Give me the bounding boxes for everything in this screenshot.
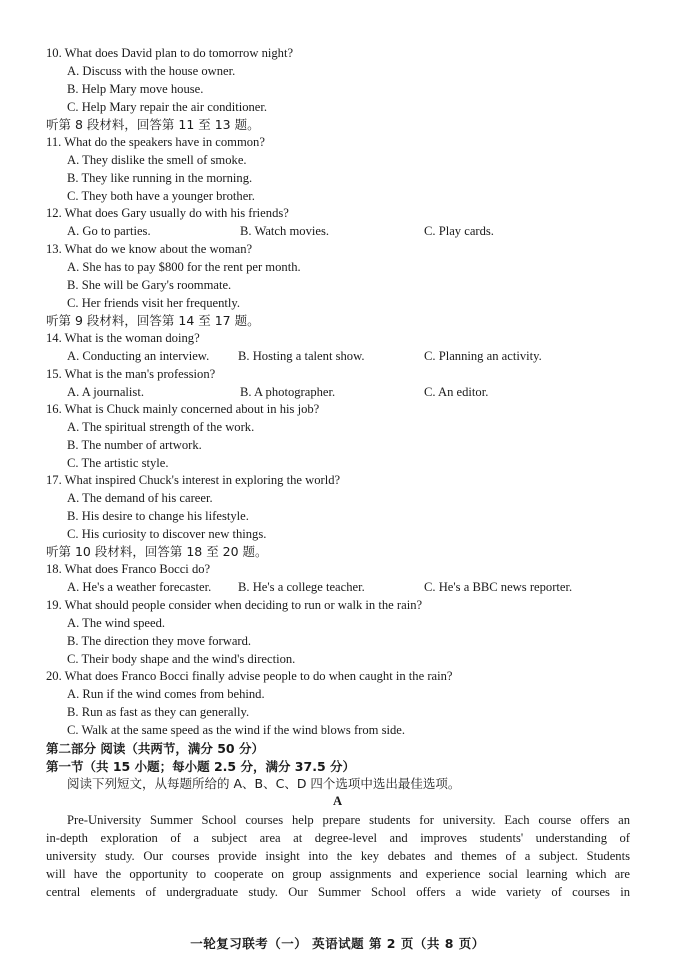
q12-options [67,223,494,240]
segment-10-instruction: 听第 10 段材料，回答第 18 至 20 题。 [46,544,268,559]
q14-options [67,348,542,365]
passage-line-3: university study. Our courses provide insight into the key debates and themes of a subject. Students [46,849,630,863]
q18-option-b: B. He's a college teacher. [238,580,365,594]
q15-option-b: B. A photographer. [240,385,336,399]
question-11: 11. What do the speakers have in common? [46,135,265,149]
q15-option-a: A. A journalist. [67,385,144,399]
q10-option-a: A. Discuss with the house owner. [67,64,236,78]
q18-option-a: A. He's a weather forecaster. [67,580,212,594]
question-17: 17. What inspired Chuck's interest in exploring the world? [46,473,341,487]
question-10: 10. What does David plan to do tomorrow night? [46,46,294,60]
q14-option-b: B. Hosting a talent show. [238,349,365,363]
q16-option-c: C. The artistic style. [67,456,169,470]
q17-option-c: C. His curiosity to discover new things. [67,527,267,541]
passage-line-1: Pre-University Summer School courses help prepare students for university. Each course offers an [67,813,630,827]
q17-option-b: B. His desire to change his lifestyle. [67,509,249,523]
q19-option-b: B. The direction they move forward. [67,634,252,648]
segment-8-instruction: 听第 8 段材料，回答第 11 至 13 题。 [46,117,260,132]
q20-option-b: B. Run as fast as they can generally. [67,705,250,719]
question-19: 19. What should people consider when deciding to run or walk in the rain? [46,598,423,612]
q16-option-a: A. The spiritual strength of the work. [67,420,255,434]
question-16: 16. What is Chuck mainly concerned about in his job? [46,402,320,416]
q11-option-b: B. They like running in the morning. [67,171,253,185]
q15-options [67,384,489,401]
q18-option-c: C. He's a BBC news reporter. [424,580,573,594]
q18-options [67,579,573,596]
q20-option-c: C. Walk at the same speed as the wind if the wind blows from side. [67,723,406,737]
q13-option-c: C. Her friends visit her frequently. [67,296,240,310]
section-1-heading: 第一节（共 15 小题；每小题 2.5 分，满分 37.5 分） [46,759,355,774]
q13-option-a: A. She has to pay $800 for the rent per month. [67,260,301,274]
q10-option-c: C. Help Mary repair the air conditioner. [67,100,268,114]
question-20: 20. What does Franco Bocci finally advise people to do when caught in the rain? [46,669,453,683]
q12-option-c: C. Play cards. [424,224,494,238]
q12-option-b: B. Watch movies. [240,224,329,238]
q10-option-b: B. Help Mary move house. [67,82,204,96]
q15-option-c: C. An editor. [424,385,489,399]
reading-instruction: 阅读下列短文，从每题所给的 A、B、C、D 四个选项中选出最佳选项。 [67,776,461,791]
q11-option-a: A. They dislike the smell of smoke. [67,153,247,167]
question-14: 14. What is the woman doing? [46,331,200,345]
segment-9-instruction: 听第 9 段材料，回答第 14 至 17 题。 [46,313,260,328]
passage-line-4: will have the opportunity to cooperate on group assignments and experience social learning which are [46,867,630,881]
question-18: 18. What does Franco Bocci do? [46,562,211,576]
passage-line-2: in-depth exploration of a subject area at degree-level and improves students' understanding of [46,831,630,845]
q20-option-a: A. Run if the wind comes from behind. [67,687,265,701]
q16-option-b: B. The number of artwork. [67,438,202,452]
q14-option-c: C. Planning an activity. [424,349,542,363]
passage-label: A [332,794,343,808]
q12-option-a: A. Go to parties. [67,224,151,238]
q14-option-a: A. Conducting an interview. [67,349,210,363]
question-15: 15. What is the man's profession? [46,367,216,381]
q11-option-c: C. They both have a younger brother. [67,189,255,203]
passage-line-5: central elements of undergraduate study. Our Summer School offers a wide variety of courses in [46,885,630,899]
q17-option-a: A. The demand of his career. [67,491,213,505]
q13-option-b: B. She will be Gary's roommate. [67,278,232,292]
q19-option-a: A. The wind speed. [67,616,166,630]
q19-option-c: C. Their body shape and the wind's direction. [67,652,296,666]
question-12: 12. What does Gary usually do with his friends? [46,206,289,220]
part-2-heading: 第二部分 阅读（共两节，满分 50 分） [46,741,264,756]
question-13: 13. What do we know about the woman? [46,242,253,256]
page-footer: 一轮复习联考（一） 英语试题 第 2 页（共 8 页） [190,936,485,951]
